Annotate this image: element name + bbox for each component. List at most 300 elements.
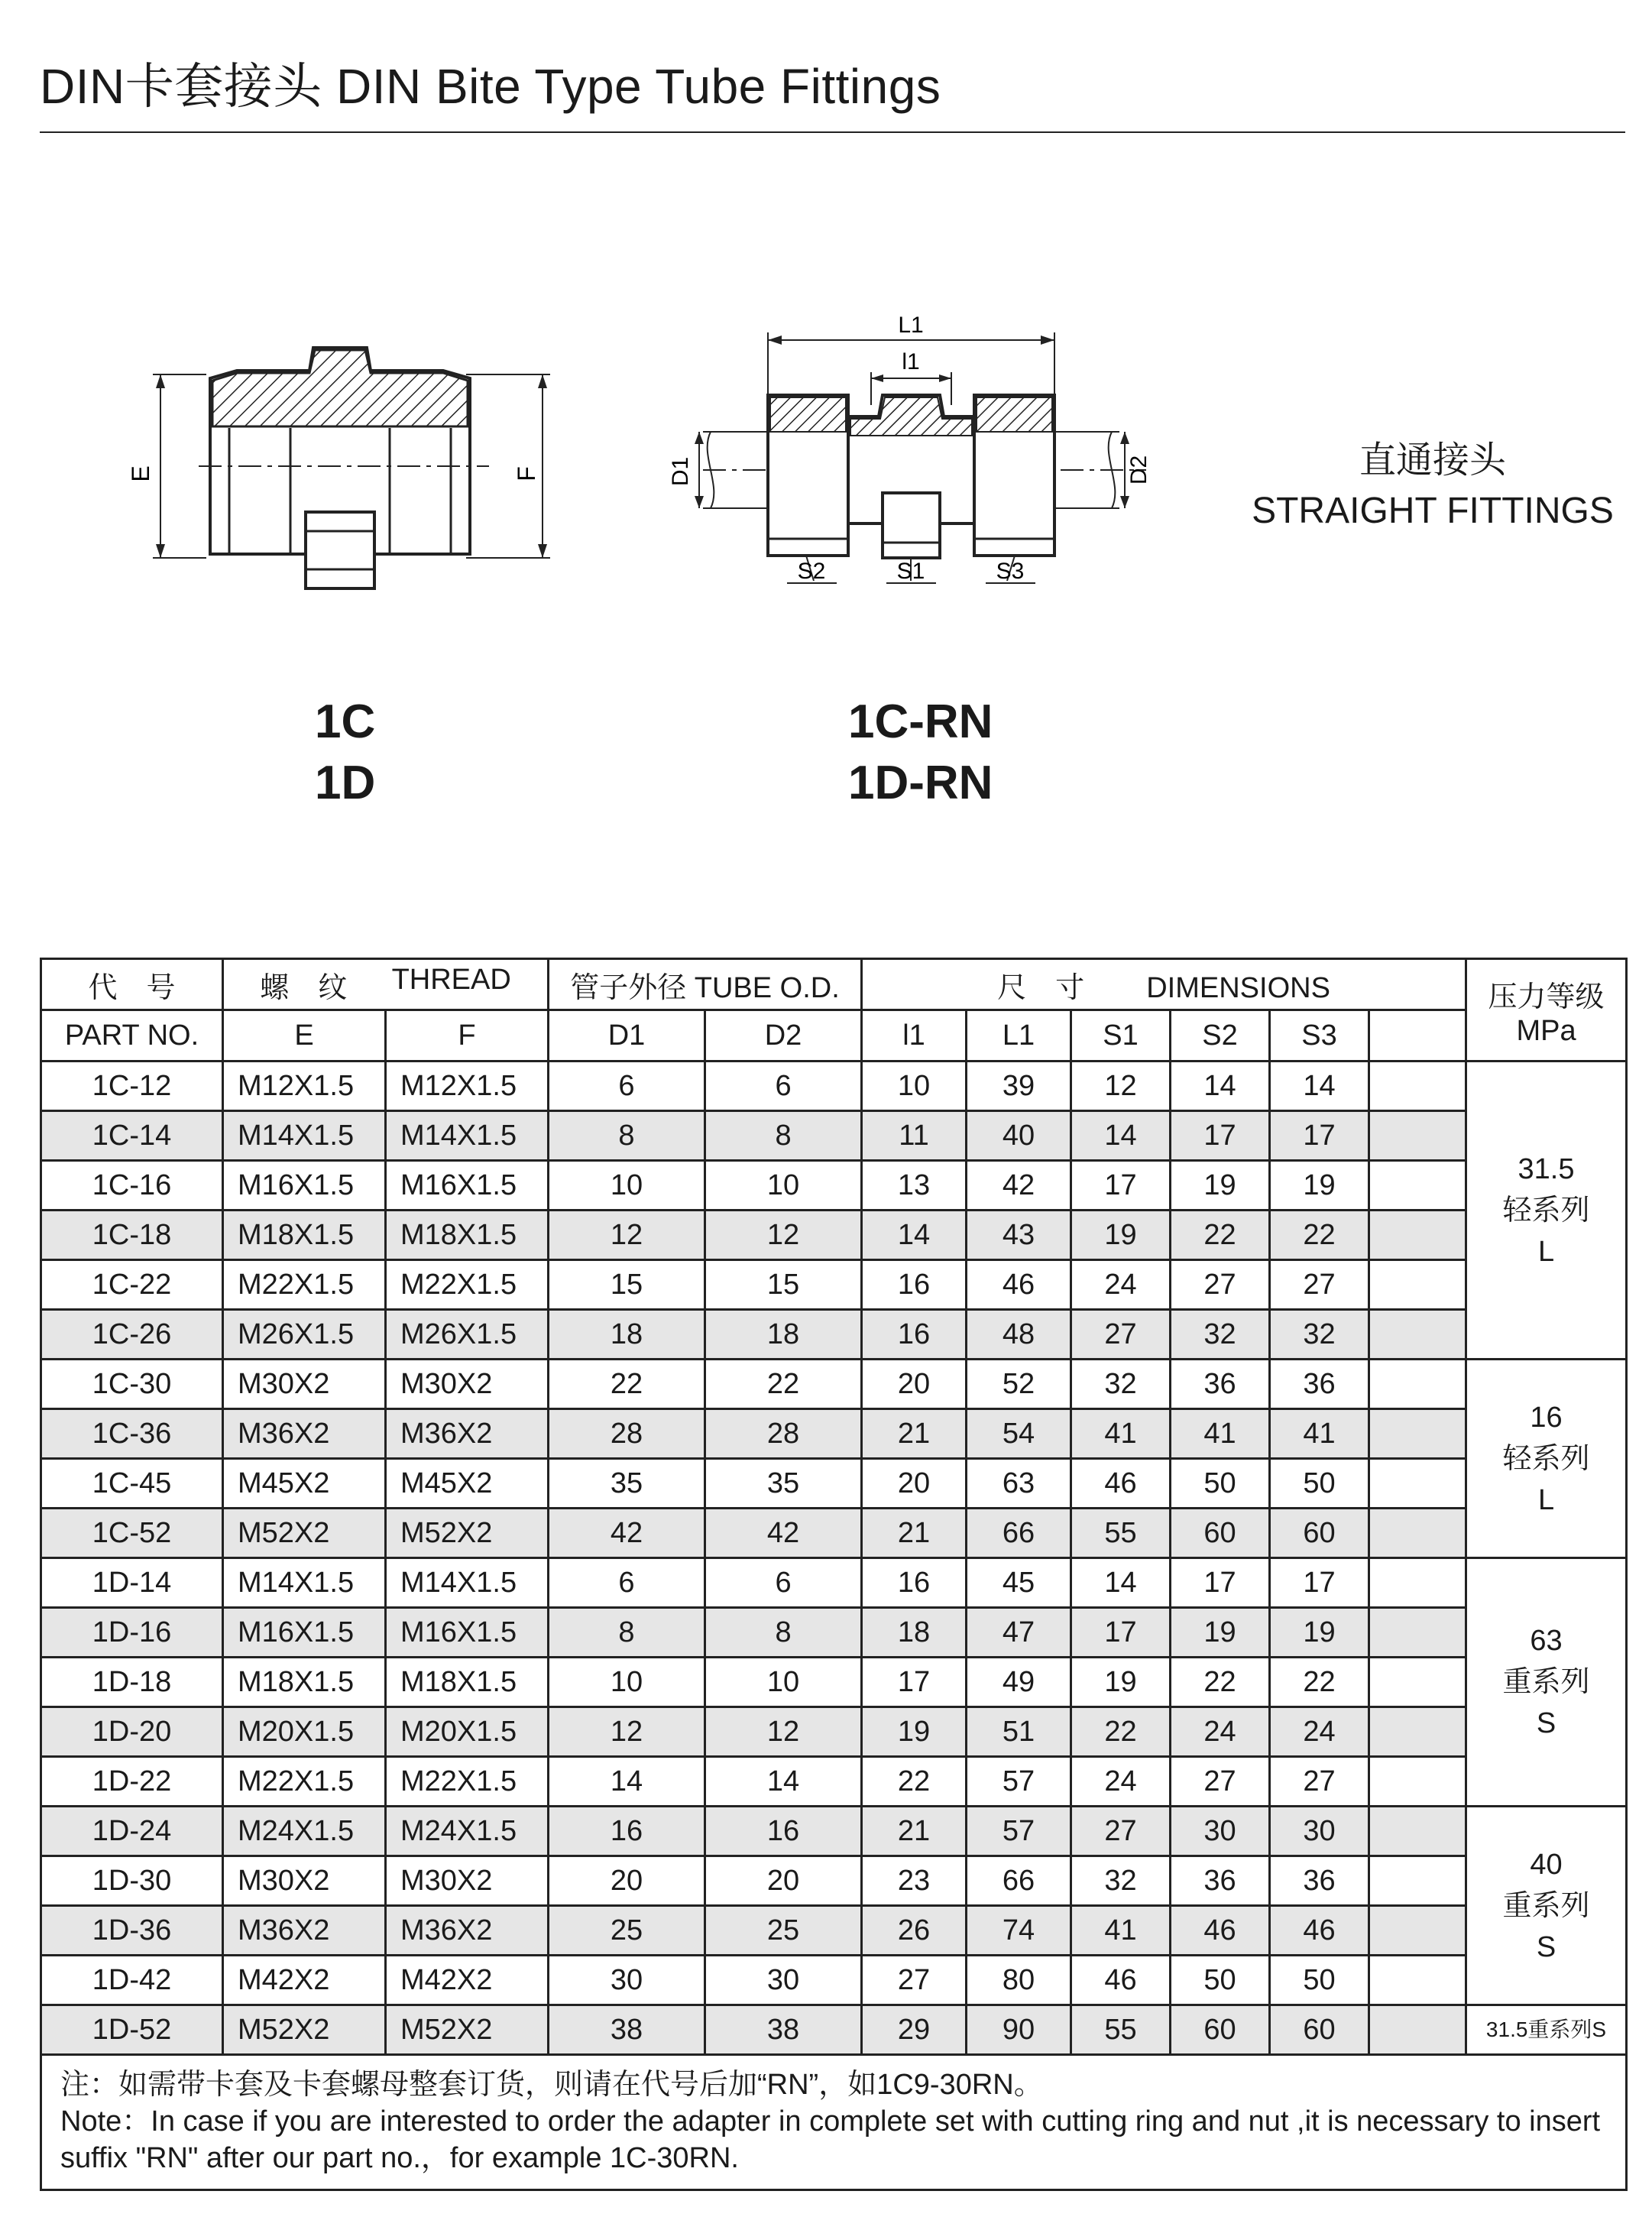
cell-dim-i1: 20 <box>862 1459 967 1509</box>
cell-tube-d2: 28 <box>705 1409 862 1459</box>
cell-dim-s3: 24 <box>1270 1707 1369 1757</box>
cell-thread-e: M16X1.5 <box>223 1608 386 1658</box>
spec-table-body <box>41 1062 1627 2055</box>
cell-thread-f: M36X2 <box>386 1409 549 1459</box>
cell-dim-s2: 22 <box>1171 1658 1270 1707</box>
model-code-1d: 1D <box>315 757 376 809</box>
cell-dim-s3: 32 <box>1270 1310 1369 1360</box>
cell-thread-e: M36X2 <box>223 1906 386 1956</box>
cell-dim-i1: 14 <box>862 1211 967 1260</box>
cell-part-no: 1D-20 <box>41 1707 223 1757</box>
cell-dim-s1: 24 <box>1071 1260 1171 1310</box>
cell-part-no: 1C-30 <box>41 1360 223 1409</box>
pressure-value: 40 <box>1530 1848 1563 1881</box>
header-l1: L1 <box>967 1010 1071 1062</box>
cell-thread-e: M18X1.5 <box>223 1211 386 1260</box>
cell-dim-s1: 55 <box>1071 1509 1171 1558</box>
cell-dim-l1: 46 <box>967 1260 1071 1310</box>
spec-table <box>40 958 1628 2191</box>
order-note-en: Note：In case if you are interested to order the adapter in complete set with cutting ring and nut ,it is necessary to insert suffix "RN" after our part no.，for example 1C-30RN. <box>60 2105 1601 2174</box>
cell-tube-d1: 16 <box>549 1807 705 1856</box>
cell-dim-s3: 17 <box>1270 1111 1369 1161</box>
cell-dim-s3: 19 <box>1270 1608 1369 1658</box>
pressure-rating <box>1466 1062 1627 1360</box>
header-tube <box>549 959 862 1010</box>
cell-tube-d1: 8 <box>549 1111 705 1161</box>
pressure-value: 31.5 <box>1518 1152 1575 1185</box>
pressure-series: 重系列 <box>1502 1889 1590 1922</box>
cell-tube-d2: 42 <box>705 1509 862 1558</box>
cell-blank <box>1369 1062 1466 1111</box>
cell-dim-s1: 19 <box>1071 1658 1171 1707</box>
cell-tube-d2: 16 <box>705 1807 862 1856</box>
cell-tube-d1: 42 <box>549 1509 705 1558</box>
dim-label-l1: L1 <box>898 313 924 338</box>
cell-blank <box>1369 1161 1466 1211</box>
cell-blank <box>1369 1211 1466 1260</box>
cell-tube-d1: 35 <box>549 1459 705 1509</box>
header-thread <box>223 959 549 1010</box>
cell-dim-s2: 17 <box>1171 1111 1270 1161</box>
cell-dim-l1: 63 <box>967 1459 1071 1509</box>
cell-thread-f: M20X1.5 <box>386 1707 549 1757</box>
cell-blank <box>1369 1956 1466 2005</box>
cell-dim-s3: 46 <box>1270 1906 1369 1956</box>
cell-blank <box>1369 1757 1466 1807</box>
cell-dim-s2: 36 <box>1171 1856 1270 1906</box>
cell-dim-s2: 36 <box>1171 1360 1270 1409</box>
header-s2: S2 <box>1171 1010 1270 1062</box>
cell-dim-s1: 41 <box>1071 1906 1171 1956</box>
cell-dim-s2: 46 <box>1171 1906 1270 1956</box>
cell-dim-s1: 27 <box>1071 1310 1171 1360</box>
cell-thread-f: M52X2 <box>386 1509 549 1558</box>
cell-part-no: 1C-26 <box>41 1310 223 1360</box>
dim-label-d1: D1 <box>668 456 693 487</box>
pressure-rating <box>1466 1807 1627 2005</box>
cell-thread-f: M42X2 <box>386 1956 549 2005</box>
cell-dim-s1: 22 <box>1071 1707 1171 1757</box>
pressure-rating <box>1466 1558 1627 1807</box>
cell-dim-s2: 27 <box>1171 1757 1270 1807</box>
cell-tube-d2: 8 <box>705 1608 862 1658</box>
cell-dim-i1: 16 <box>862 1260 967 1310</box>
cell-blank <box>1369 1509 1466 1558</box>
cell-dim-s1: 12 <box>1071 1062 1171 1111</box>
table-row <box>41 1459 1627 1509</box>
cell-dim-s2: 32 <box>1171 1310 1270 1360</box>
header-s1: S1 <box>1071 1010 1171 1062</box>
cell-thread-f: M52X2 <box>386 2005 549 2055</box>
cell-thread-f: M30X2 <box>386 1856 549 1906</box>
cell-dim-s2: 60 <box>1171 2005 1270 2055</box>
cell-part-no: 1D-18 <box>41 1658 223 1707</box>
cell-thread-f: M14X1.5 <box>386 1558 549 1608</box>
cell-dim-i1: 16 <box>862 1558 967 1608</box>
cell-dim-i1: 23 <box>862 1856 967 1906</box>
cell-tube-d1: 8 <box>549 1608 705 1658</box>
pressure-code: L <box>1537 1235 1555 1268</box>
header-part-cn: 代 号 <box>41 959 223 1010</box>
cell-dim-s2: 17 <box>1171 1558 1270 1608</box>
pressure-series: 轻系列 <box>1502 1194 1590 1227</box>
cell-part-no: 1C-22 <box>41 1260 223 1310</box>
cell-tube-d2: 15 <box>705 1260 862 1310</box>
cell-dim-s2: 24 <box>1171 1707 1270 1757</box>
cell-thread-f: M16X1.5 <box>386 1161 549 1211</box>
table-row <box>41 1111 1627 1161</box>
cell-tube-d1: 6 <box>549 1062 705 1111</box>
cell-thread-f: M36X2 <box>386 1906 549 1956</box>
cell-dim-i1: 21 <box>862 1807 967 1856</box>
cell-dim-s3: 36 <box>1270 1856 1369 1906</box>
cell-blank <box>1369 1608 1466 1658</box>
cell-thread-e: M45X2 <box>223 1459 386 1509</box>
cell-dim-s3: 60 <box>1270 2005 1369 2055</box>
cell-tube-d2: 6 <box>705 1558 862 1608</box>
cell-blank <box>1369 2005 1466 2055</box>
table-row <box>41 2005 1627 2055</box>
cell-tube-d1: 12 <box>549 1211 705 1260</box>
cell-dim-l1: 57 <box>967 1757 1071 1807</box>
table-row <box>41 1906 1627 1956</box>
model-codes-left <box>315 692 375 814</box>
cell-part-no: 1C-12 <box>41 1062 223 1111</box>
cell-tube-d2: 6 <box>705 1062 862 1111</box>
fitting-type-label <box>1234 436 1631 536</box>
cell-tube-d2: 12 <box>705 1211 862 1260</box>
cell-blank <box>1369 1260 1466 1310</box>
table-row <box>41 1509 1627 1558</box>
cell-dim-s3: 19 <box>1270 1161 1369 1211</box>
cell-dim-s2: 19 <box>1171 1608 1270 1658</box>
fitting-drawing-1c-1d <box>122 336 596 611</box>
cell-dim-i1: 18 <box>862 1608 967 1658</box>
cell-blank <box>1369 1906 1466 1956</box>
cell-thread-e: M42X2 <box>223 1956 386 2005</box>
cell-part-no: 1C-45 <box>41 1459 223 1509</box>
pressure-series: 重系列 <box>1502 1666 1590 1698</box>
cell-dim-s1: 55 <box>1071 2005 1171 2055</box>
cell-part-no: 1C-36 <box>41 1409 223 1459</box>
cell-thread-e: M18X1.5 <box>223 1658 386 1707</box>
pressure-series: 轻系列 <box>1502 1442 1590 1475</box>
cell-dim-l1: 42 <box>967 1161 1071 1211</box>
cell-part-no: 1C-18 <box>41 1211 223 1260</box>
cell-dim-l1: 66 <box>967 1856 1071 1906</box>
cell-dim-s3: 50 <box>1270 1956 1369 2005</box>
cell-thread-e: M36X2 <box>223 1409 386 1459</box>
cell-dim-s1: 17 <box>1071 1608 1171 1658</box>
cell-thread-f: M14X1.5 <box>386 1111 549 1161</box>
cell-thread-e: M14X1.5 <box>223 1111 386 1161</box>
cell-dim-s3: 14 <box>1270 1062 1369 1111</box>
cell-part-no: 1C-16 <box>41 1161 223 1211</box>
cell-thread-e: M52X2 <box>223 2005 386 2055</box>
cell-tube-d2: 12 <box>705 1707 862 1757</box>
cell-dim-l1: 47 <box>967 1608 1071 1658</box>
cell-tube-d1: 30 <box>549 1956 705 2005</box>
order-note-cn: 注：如需带卡套及卡套螺母整套订货，则请在代号后加“RN”，如1C9-30RN。 <box>60 2069 1043 2101</box>
cell-dim-l1: 48 <box>967 1310 1071 1360</box>
cell-part-no: 1C-52 <box>41 1509 223 1558</box>
cell-dim-l1: 45 <box>967 1558 1071 1608</box>
cell-dim-s2: 41 <box>1171 1409 1270 1459</box>
cell-dim-s3: 17 <box>1270 1558 1369 1608</box>
table-row <box>41 1360 1627 1409</box>
cell-blank <box>1369 1707 1466 1757</box>
cell-part-no: 1D-14 <box>41 1558 223 1608</box>
cell-thread-e: M22X1.5 <box>223 1260 386 1310</box>
table-row <box>41 1658 1627 1707</box>
cell-dim-s1: 17 <box>1071 1161 1171 1211</box>
table-row <box>41 1608 1627 1658</box>
header-thread-en: THREAD <box>391 963 511 996</box>
dim-label-s3: S3 <box>996 559 1025 584</box>
cell-dim-i1: 26 <box>862 1906 967 1956</box>
header-pressure <box>1466 959 1627 1062</box>
header-pressure-en: MPa <box>1516 1014 1576 1047</box>
header-part-en: PART NO. <box>41 1010 223 1062</box>
cell-tube-d2: 8 <box>705 1111 862 1161</box>
cell-dim-l1: 74 <box>967 1906 1071 1956</box>
dim-label-d2: D2 <box>1126 455 1152 485</box>
cell-dim-s1: 14 <box>1071 1558 1171 1608</box>
header-thread-cn: 螺 纹 <box>260 971 348 1004</box>
fitting-type-cn: 直通接头 <box>1359 440 1506 481</box>
model-codes-right <box>848 692 993 814</box>
header-tube-en: TUBE O.D. <box>694 971 840 1004</box>
cell-dim-l1: 51 <box>967 1707 1071 1757</box>
cell-tube-d2: 38 <box>705 2005 862 2055</box>
cell-dim-s1: 19 <box>1071 1211 1171 1260</box>
cell-dim-s2: 50 <box>1171 1956 1270 2005</box>
cell-thread-f: M26X1.5 <box>386 1310 549 1360</box>
cell-part-no: 1C-14 <box>41 1111 223 1161</box>
cell-dim-s3: 60 <box>1270 1509 1369 1558</box>
table-row <box>41 1409 1627 1459</box>
cell-part-no: 1D-36 <box>41 1906 223 1956</box>
cell-dim-s2: 60 <box>1171 1509 1270 1558</box>
cell-tube-d1: 28 <box>549 1409 705 1459</box>
cell-dim-s1: 14 <box>1071 1111 1171 1161</box>
cell-part-no: 1D-52 <box>41 2005 223 2055</box>
cell-thread-f: M22X1.5 <box>386 1757 549 1807</box>
cell-blank <box>1369 1459 1466 1509</box>
header-tube-cn: 管子外径 <box>570 971 687 1004</box>
cell-dim-i1: 11 <box>862 1111 967 1161</box>
cell-dim-s2: 30 <box>1171 1807 1270 1856</box>
cell-thread-e: M30X2 <box>223 1360 386 1409</box>
cell-dim-l1: 39 <box>967 1062 1071 1111</box>
cell-tube-d2: 10 <box>705 1161 862 1211</box>
cell-dim-s3: 30 <box>1270 1807 1369 1856</box>
cell-thread-f: M12X1.5 <box>386 1062 549 1111</box>
header-dims-en: DIMENSIONS <box>1146 971 1330 1004</box>
dim-label-f: F <box>513 466 540 481</box>
cell-tube-d1: 6 <box>549 1558 705 1608</box>
cell-dim-s3: 22 <box>1270 1658 1369 1707</box>
cell-dim-s1: 46 <box>1071 1459 1171 1509</box>
cell-part-no: 1D-24 <box>41 1807 223 1856</box>
cell-thread-f: M24X1.5 <box>386 1807 549 1856</box>
cell-thread-e: M52X2 <box>223 1509 386 1558</box>
cell-thread-e: M24X1.5 <box>223 1807 386 1856</box>
cell-dim-i1: 10 <box>862 1062 967 1111</box>
cell-dim-l1: 90 <box>967 2005 1071 2055</box>
cell-blank <box>1369 1409 1466 1459</box>
cell-part-no: 1D-16 <box>41 1608 223 1658</box>
cell-dim-i1: 19 <box>862 1707 967 1757</box>
table-row <box>41 1856 1627 1906</box>
cell-blank <box>1369 1310 1466 1360</box>
header-blank <box>1369 1010 1466 1062</box>
pressure-value: 16 <box>1530 1401 1563 1434</box>
cell-dim-l1: 43 <box>967 1211 1071 1260</box>
header-d1: D1 <box>549 1010 705 1062</box>
header-i1: l1 <box>862 1010 967 1062</box>
table-row <box>41 1211 1627 1260</box>
cell-dim-l1: 66 <box>967 1509 1071 1558</box>
cell-dim-s3: 36 <box>1270 1360 1369 1409</box>
page-title: DIN卡套接头 DIN Bite Type Tube Fittings <box>40 59 941 114</box>
cell-thread-e: M14X1.5 <box>223 1558 386 1608</box>
cell-dim-i1: 27 <box>862 1956 967 2005</box>
cell-tube-d2: 22 <box>705 1360 862 1409</box>
cell-tube-d1: 10 <box>549 1161 705 1211</box>
cell-thread-e: M22X1.5 <box>223 1757 386 1807</box>
cell-dim-i1: 21 <box>862 1509 967 1558</box>
cell-dim-l1: 80 <box>967 1956 1071 2005</box>
cell-dim-i1: 22 <box>862 1757 967 1807</box>
cell-tube-d2: 18 <box>705 1310 862 1360</box>
cell-thread-f: M18X1.5 <box>386 1211 549 1260</box>
cell-dim-s2: 50 <box>1171 1459 1270 1509</box>
cell-dim-s3: 27 <box>1270 1757 1369 1807</box>
header-d2: D2 <box>705 1010 862 1062</box>
pressure-code: S <box>1536 1930 1556 1963</box>
cell-thread-f: M45X2 <box>386 1459 549 1509</box>
cell-blank <box>1369 1807 1466 1856</box>
header-e: E <box>223 1010 386 1062</box>
cell-dim-s3: 50 <box>1270 1459 1369 1509</box>
cell-thread-e: M16X1.5 <box>223 1161 386 1211</box>
table-row <box>41 1062 1627 1111</box>
cell-blank <box>1369 1111 1466 1161</box>
header-s3: S3 <box>1270 1010 1369 1062</box>
cell-dim-s2: 14 <box>1171 1062 1270 1111</box>
cell-dim-l1: 54 <box>967 1409 1071 1459</box>
cell-dim-l1: 57 <box>967 1807 1071 1856</box>
cell-thread-e: M26X1.5 <box>223 1310 386 1360</box>
cell-dim-s2: 19 <box>1171 1161 1270 1211</box>
cell-tube-d2: 30 <box>705 1956 862 2005</box>
cell-dim-s1: 32 <box>1071 1856 1171 1906</box>
dim-label-s2: S2 <box>797 559 826 584</box>
table-row <box>41 1161 1627 1211</box>
cell-tube-d2: 10 <box>705 1658 862 1707</box>
table-row <box>41 1260 1627 1310</box>
cell-blank <box>1369 1658 1466 1707</box>
cell-tube-d1: 20 <box>549 1856 705 1906</box>
cell-thread-f: M30X2 <box>386 1360 549 1409</box>
cell-dim-s3: 41 <box>1270 1409 1369 1459</box>
header-f: F <box>386 1010 549 1062</box>
cell-blank <box>1369 1360 1466 1409</box>
cell-tube-d1: 18 <box>549 1310 705 1360</box>
cell-tube-d1: 25 <box>549 1906 705 1956</box>
cell-tube-d1: 12 <box>549 1707 705 1757</box>
cell-dim-i1: 20 <box>862 1360 967 1409</box>
cell-tube-d2: 20 <box>705 1856 862 1906</box>
cell-tube-d2: 35 <box>705 1459 862 1509</box>
order-note <box>41 2055 1627 2190</box>
cell-tube-d1: 22 <box>549 1360 705 1409</box>
cell-dim-i1: 21 <box>862 1409 967 1459</box>
cell-dim-s3: 22 <box>1270 1211 1369 1260</box>
pressure-code: S <box>1536 1707 1556 1739</box>
table-row <box>41 1956 1627 2005</box>
cell-dim-l1: 49 <box>967 1658 1071 1707</box>
cell-blank <box>1369 1856 1466 1906</box>
cell-dim-s1: 32 <box>1071 1360 1171 1409</box>
cell-dim-i1: 13 <box>862 1161 967 1211</box>
dim-label-i1: l1 <box>902 349 920 374</box>
cell-tube-d1: 14 <box>549 1757 705 1807</box>
cell-dim-s2: 27 <box>1171 1260 1270 1310</box>
cell-thread-e: M30X2 <box>223 1856 386 1906</box>
model-code-1d-rn: 1D-RN <box>848 757 993 809</box>
cell-dim-i1: 29 <box>862 2005 967 2055</box>
cell-thread-e: M20X1.5 <box>223 1707 386 1757</box>
header-dimensions <box>862 959 1466 1010</box>
cell-tube-d1: 15 <box>549 1260 705 1310</box>
header-dims-cn: 尺 寸 <box>997 971 1085 1004</box>
pressure-rating <box>1466 1360 1627 1558</box>
cell-tube-d1: 38 <box>549 2005 705 2055</box>
cell-part-no: 1D-42 <box>41 1956 223 2005</box>
pressure-rating <box>1466 2005 1627 2055</box>
cell-dim-s1: 46 <box>1071 1956 1171 2005</box>
cell-dim-s2: 22 <box>1171 1211 1270 1260</box>
cell-dim-s1: 27 <box>1071 1807 1171 1856</box>
dim-label-s1: S1 <box>896 559 925 584</box>
table-row <box>41 1310 1627 1360</box>
table-row <box>41 1707 1627 1757</box>
table-row <box>41 1807 1627 1856</box>
cell-dim-l1: 52 <box>967 1360 1071 1409</box>
cell-part-no: 1D-30 <box>41 1856 223 1906</box>
pressure-text: 31.5重系列S <box>1485 2018 1607 2041</box>
cell-thread-e: M12X1.5 <box>223 1062 386 1111</box>
cell-dim-s3: 27 <box>1270 1260 1369 1310</box>
cell-thread-f: M18X1.5 <box>386 1658 549 1707</box>
table-row <box>41 1757 1627 1807</box>
fitting-type-en: STRAIGHT FITTINGS <box>1252 491 1614 531</box>
cell-tube-d1: 10 <box>549 1658 705 1707</box>
cell-dim-s1: 41 <box>1071 1409 1171 1459</box>
model-code-1c-rn: 1C-RN <box>848 695 993 748</box>
header-pressure-cn: 压力等级 <box>1488 980 1605 1013</box>
cell-part-no: 1D-22 <box>41 1757 223 1807</box>
cell-tube-d2: 14 <box>705 1757 862 1807</box>
pressure-code: L <box>1537 1483 1555 1516</box>
pressure-value: 63 <box>1530 1625 1563 1657</box>
cell-dim-i1: 17 <box>862 1658 967 1707</box>
cell-thread-f: M16X1.5 <box>386 1608 549 1658</box>
dim-label-e: E <box>127 465 154 482</box>
model-code-1c: 1C <box>315 695 376 748</box>
